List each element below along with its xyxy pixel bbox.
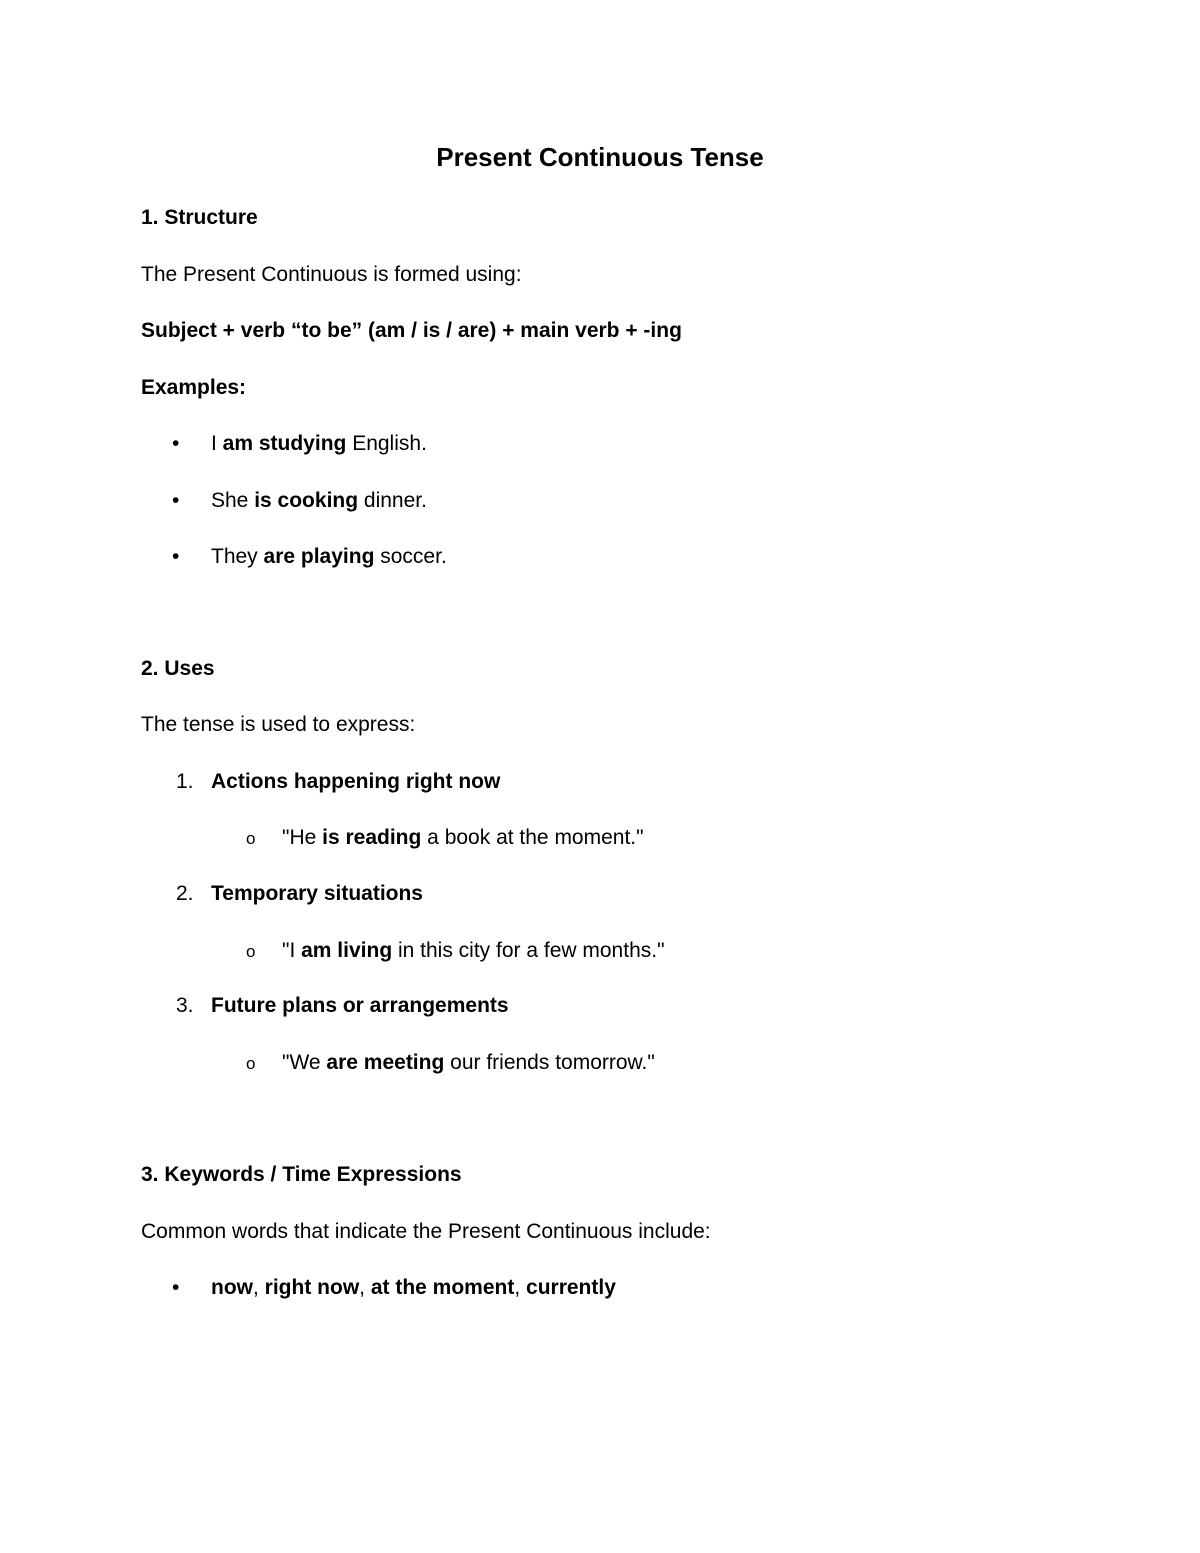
keywords-list: now, right now, at the moment, currently — [211, 1276, 616, 1299]
use-example: "We are meeting our friends tomorrow." — [282, 1051, 655, 1074]
circle-bullet-icon: o — [246, 829, 256, 848]
example-item: I am studying English. — [211, 432, 427, 455]
structure-intro: The Present Continuous is formed using: — [141, 263, 522, 286]
bullet-icon: • — [172, 1276, 180, 1299]
circle-bullet-icon: o — [246, 942, 256, 961]
keywords-intro: Common words that indicate the Present Continuous include: — [141, 1220, 711, 1243]
circle-bullet-icon: o — [246, 1054, 256, 1073]
use-label: Future plans or arrangements — [211, 994, 509, 1017]
examples-label: Examples: — [141, 376, 247, 399]
bullet-icon: • — [172, 489, 180, 512]
section-uses-heading: 2. Uses — [141, 657, 215, 680]
list-number: 1. — [176, 770, 194, 793]
list-number: 3. — [176, 994, 194, 1017]
page-title: Present Continuous Tense — [436, 142, 764, 172]
section-keywords-heading: 3. Keywords / Time Expressions — [141, 1163, 462, 1186]
example-item: She is cooking dinner. — [211, 489, 427, 512]
bullet-icon: • — [172, 545, 180, 568]
use-example: "He is reading a book at the moment." — [282, 826, 644, 849]
structure-formula: Subject + verb “to be” (am / is / are) + main verb + -ing — [141, 319, 682, 342]
example-item: They are playing soccer. — [211, 545, 447, 568]
bullet-icon: • — [172, 432, 180, 455]
use-example: "I am living in this city for a few months." — [282, 939, 665, 962]
use-label: Actions happening right now — [211, 770, 501, 793]
section-structure-heading: 1. Structure — [141, 206, 258, 229]
list-number: 2. — [176, 882, 194, 905]
use-label: Temporary situations — [211, 882, 423, 905]
uses-intro: The tense is used to express: — [141, 713, 416, 736]
